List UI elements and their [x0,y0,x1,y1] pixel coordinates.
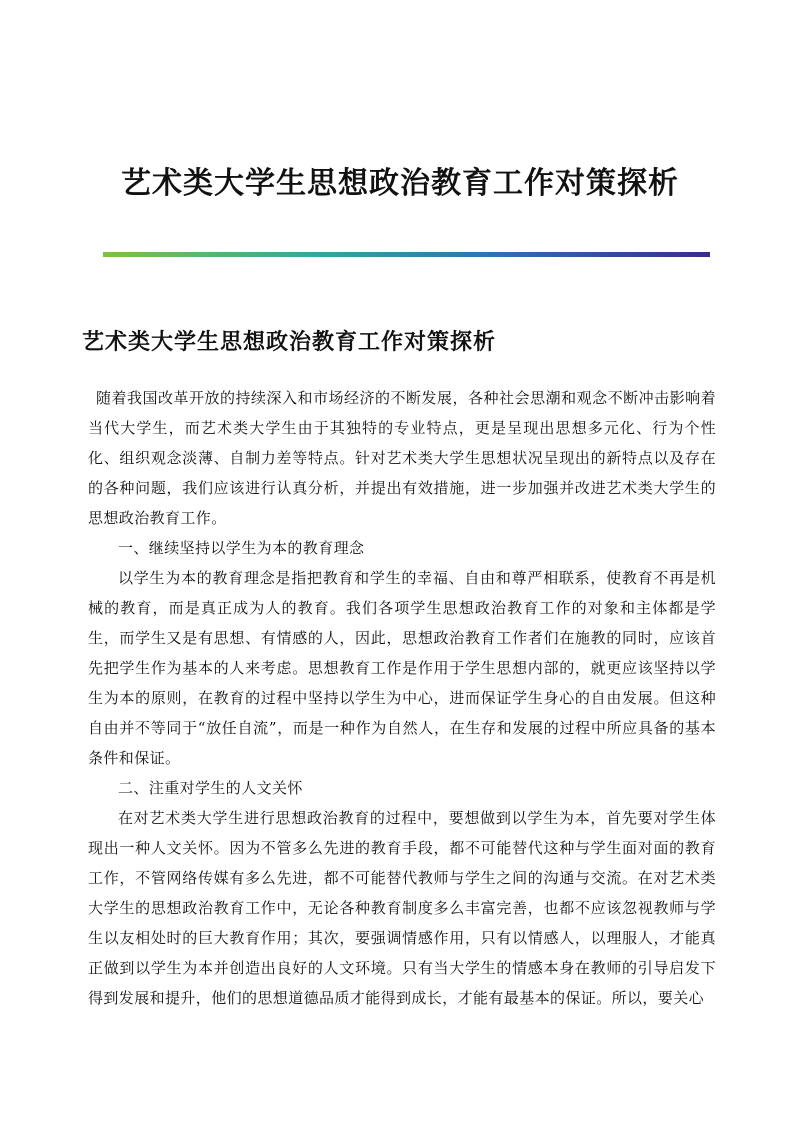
intro-paragraph: 随着我国改革开放的持续深入和市场经济的不断发展，各种社会思潮和观念不断冲击影响着当代大学生，而艺术类大学生由于其独特的专业特点，更是呈现出思想多元化、行为个性化、组织观念淡薄、自制力差等特点。针对艺术类大学生思想状况呈现出的新特点以及存在的各种问题，我们应该进行认真分析，并提出有效措施，进一步加强并改进艺术类大学生的思想政治教育工作。 [88,389,716,527]
document-title: 艺术类大学生思想政治教育工作对策探析 [121,166,679,201]
section-2-paragraph: 在对艺术类大学生进行思想政治教育的过程中，要想做到以学生为本，首先要对学生体现出一种人文关怀。因为不管多么先进的教育手段，都不可能替代这种与学生面对面的教育工作，不管网络传媒有多么先进，都不可能替代教师与学生之间的沟通与交流。在对艺术类大学生的思想政治教育工作中，无论各种教育制度多么丰富完善，也都不应该忽视教师与学生以友相处时的巨大教育作用；其次，要强调情感作用，只有以情感人，以理服人，才能真正做到以学生为本并创造出良好的人文环境。只有当大学生的情感本身在教师的引导启发下得到发展和提升，他们的思想道德品质才能得到成长，才能有最基本的保证。所以，要关心 [88,809,716,1007]
article-heading: 艺术类大学生思想政治教育工作对策探析 [82,329,497,355]
article-body [88,383,716,1013]
section-heading-2: 二、注重对学生的人文关怀 [118,779,303,797]
section-heading-1: 一、继续坚持以学生为本的教育理念 [118,539,365,557]
title-divider [103,252,710,257]
section-1-paragraph: 以学生为本的教育理念是指把教育和学生的幸福、自由和尊严相联系，使教育不再是机械的教育，而是真正成为人的教育。我们各项学生思想政治教育工作的对象和主体都是学生，而学生又是有思想、有情感的人，因此，思想政治教育工作者们在施教的同时，应该首先把学生作为基本的人来考虑。思想教育工作是作用于学生思想内部的，就更应该坚持以学生为本的原则，在教育的过程中坚持以学生为中心，进而保证学生身心的自由发展。但这种自由并不等同于“放任自流”，而是一种作为自然人，在生存和发展的过程中所应具备的基本条件和保证。 [88,569,716,767]
